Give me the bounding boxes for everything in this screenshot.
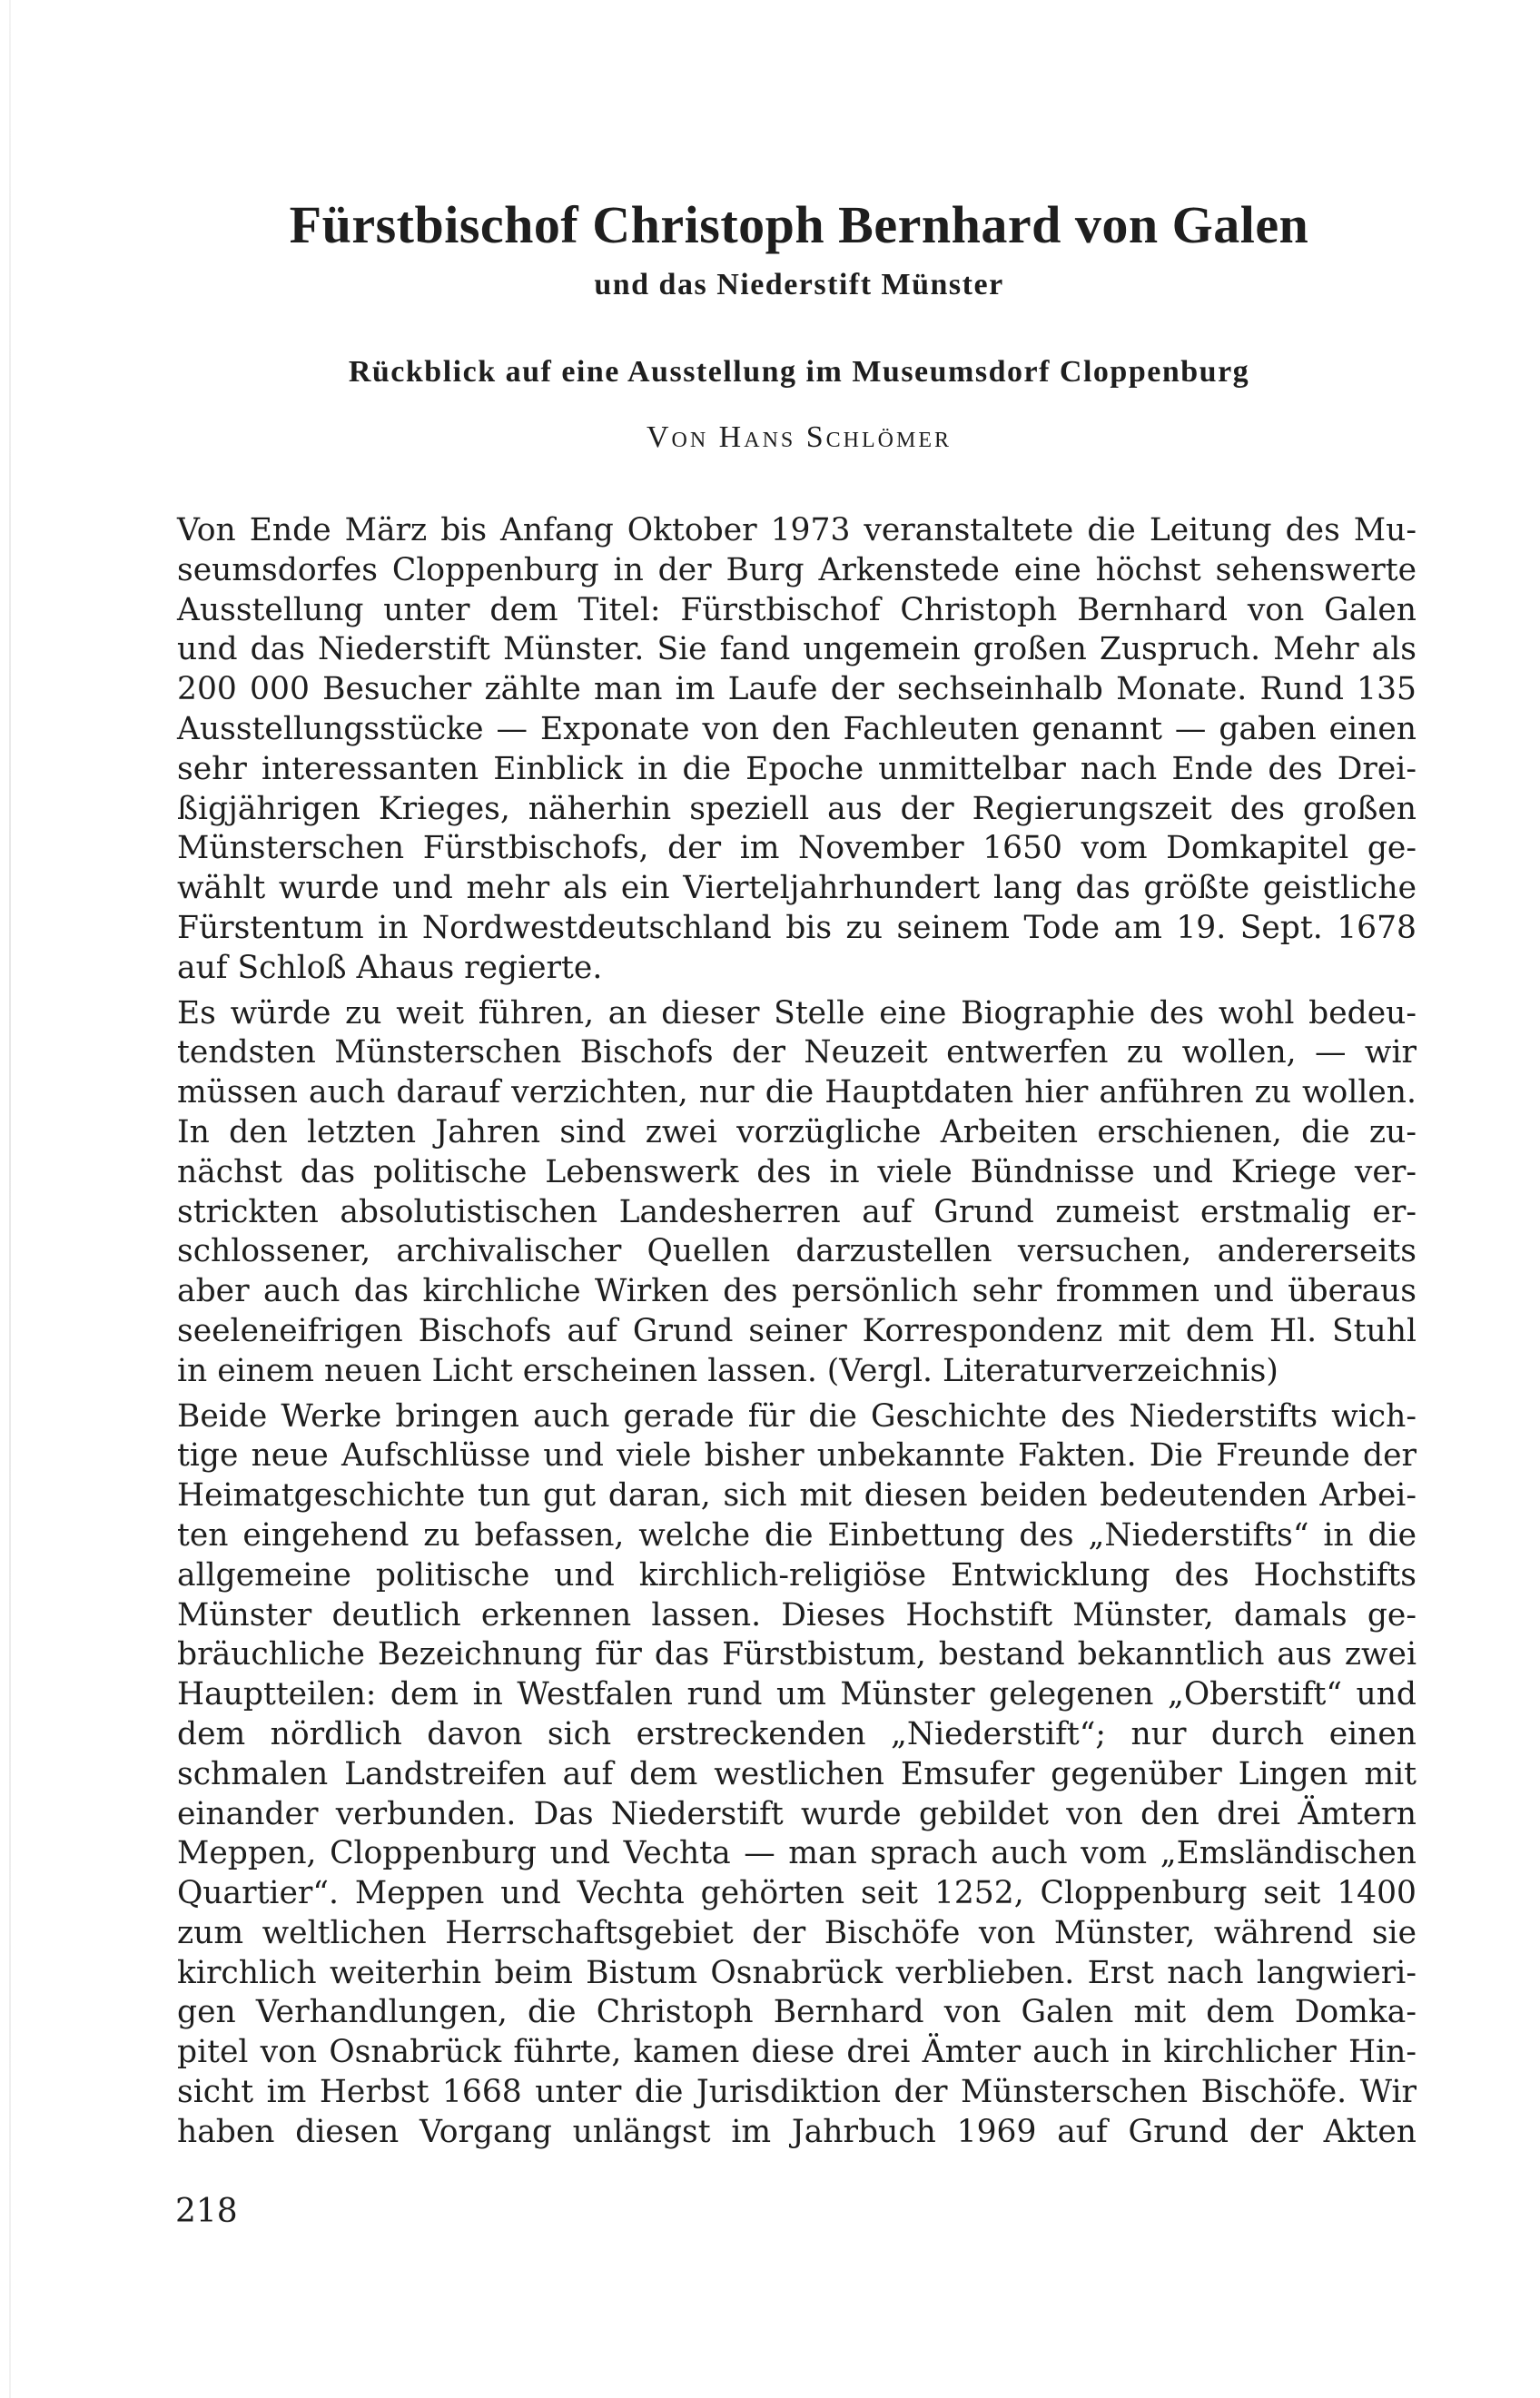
text-line: sicht im Herbst 1668 unter die Jurisdiktion der Münsterschen Bischöfe. Wir xyxy=(177,2074,1417,2111)
text-line: Quartier“. Meppen und Vechta gehörten seit 1252, Cloppenburg seit 1400 xyxy=(177,1875,1417,1912)
text-line: nächst das politische Lebenswerk des in viele Bündnisse und Kriege ver- xyxy=(177,1153,1417,1190)
text-line: und das Niederstift Münster. Sie fand ungemein großen Zuspruch. Mehr als xyxy=(177,631,1417,668)
page-number: 218 xyxy=(175,2193,238,2230)
text-line: ten eingehend zu befassen, welche die Einbettung des „Niederstifts“ in die xyxy=(177,1516,1417,1554)
text-line: Münsterschen Fürstbischofs, der im November 1650 vom Domkapitel ge- xyxy=(177,830,1417,867)
text-line: Beide Werke bringen auch gerade für die Geschichte des Niederstifts wich- xyxy=(177,1397,1417,1435)
text-line: aber auch das kirchliche Wirken des persönlich sehr frommen und überaus xyxy=(177,1273,1417,1310)
paragraph xyxy=(177,1397,1417,2153)
text-line: tige neue Aufschlüsse und viele bisher unbekannte Fakten. Die Freunde der xyxy=(177,1437,1417,1475)
text-line: wählt wurde und mehr als ein Vierteljahrhundert lang das größte geistliche xyxy=(177,870,1417,907)
paragraph xyxy=(177,994,1417,1392)
text-line: einander verbunden. Das Niederstift wurde gebildet von den drei Ämtern xyxy=(177,1795,1417,1832)
text-line: haben diesen Vorgang unlängst im Jahrbuch 1969 auf Grund der Akten xyxy=(177,2113,1417,2150)
text-line: sehr interessanten Einblick in die Epoche unmittelbar nach Ende des Drei- xyxy=(177,750,1417,787)
author-byline: Von Hans Schlömer xyxy=(646,420,953,454)
text-line: allgemeine politische und kirchlich-religiöse Entwicklung des Hochstifts xyxy=(177,1556,1417,1594)
text-line: 200 000 Besucher zählte man im Laufe der sechseinhalb Monate. Rund 135 xyxy=(177,671,1417,708)
text-line: Von Ende März bis Anfang Oktober 1973 veranstaltete die Leitung des Mu- xyxy=(177,512,1417,548)
article-body xyxy=(177,511,1417,2158)
text-line: zum weltlichen Herrschaftsgebiet der Bischöfe von Münster, während sie xyxy=(177,1914,1417,1951)
text-line: Münster deutlich erkennen lassen. Dieses Hochstift Münster, damals ge- xyxy=(177,1596,1417,1633)
article-subhead: Rückblick auf eine Ausstellung im Museumsdorf Cloppenburg xyxy=(348,355,1250,389)
text-line: Meppen, Cloppenburg und Vechta — man sprach auch vom „Emsländischen xyxy=(177,1835,1417,1872)
text-line: kirchlich weiterhin beim Bistum Osnabrück verblieben. Erst nach langwieri- xyxy=(177,1954,1417,1991)
text-line: seumsdorfes Cloppenburg in der Burg Arkenstede eine höchst sehenswerte xyxy=(177,551,1417,588)
paragraph xyxy=(177,511,1417,989)
text-line: schlossener, archivalischer Quellen darzustellen versuchen, andererseits xyxy=(177,1233,1417,1270)
text-line: Heimatgeschichte tun gut daran, sich mit diesen beiden bedeutenden Arbei- xyxy=(177,1477,1417,1515)
text-line: In den letzten Jahren sind zwei vorzügliche Arbeiten erschienen, die zu- xyxy=(177,1113,1417,1150)
text-line: Es würde zu weit führen, an dieser Stelle eine Biographie des wohl bedeu- xyxy=(177,994,1417,1031)
text-line: ßigjährigen Krieges, näherhin speziell aus der Regierungszeit des großen xyxy=(177,790,1417,827)
text-line: in einem neuen Licht erscheinen lassen. (Vergl. Literaturverzeichnis) xyxy=(177,1352,1278,1389)
text-line: Fürstentum in Nordwestdeutschland bis zu seinem Tode am 19. Sept. 1678 xyxy=(177,909,1417,946)
text-line: tendsten Münsterschen Bischofs der Neuzeit entwerfen zu wollen, — wir xyxy=(177,1034,1417,1071)
text-line: Ausstellungsstücke — Exponate von den Fachleuten genannt — gaben einen xyxy=(177,710,1417,747)
text-line: schmalen Landstreifen auf dem westlichen Emsufer gegenüber Lingen mit xyxy=(177,1755,1417,1792)
text-line: müssen auch darauf verzichten, nur die Hauptdaten hier anführen zu wollen. xyxy=(177,1074,1417,1111)
page-edge-shadow xyxy=(9,0,11,2398)
text-line: pitel von Osnabrück führte, kamen diese drei Ämter auch in kirchlicher Hin- xyxy=(177,2034,1417,2071)
text-line: Ausstellung unter dem Titel: Fürstbischof Christoph Bernhard von Galen xyxy=(177,591,1417,628)
text-line: seeleneifrigen Bischofs auf Grund seiner Korrespondenz mit dem Hl. Stuhl xyxy=(177,1312,1417,1349)
text-line: gen Verhandlungen, die Christoph Bernhard von Galen mit dem Domka- xyxy=(177,1994,1417,2031)
article-subtitle: und das Niederstift Münster xyxy=(594,268,1004,301)
text-line: strickten absolutistischen Landesherren auf Grund zumeist erstmalig er- xyxy=(177,1193,1417,1230)
text-line: Hauptteilen: dem in Westfalen rund um Münster gelegenen „Oberstift“ und xyxy=(177,1676,1417,1713)
text-line: auf Schloß Ahaus regierte. xyxy=(177,949,603,986)
text-line: bräuchliche Bezeichnung für das Fürstbistum, bestand bekanntlich aus zwei xyxy=(177,1636,1417,1673)
article-title: Fürstbischof Christoph Bernhard von Galen xyxy=(289,195,1309,254)
text-line: dem nördlich davon sich erstreckenden „Niederstift“; nur durch einen xyxy=(177,1715,1417,1752)
